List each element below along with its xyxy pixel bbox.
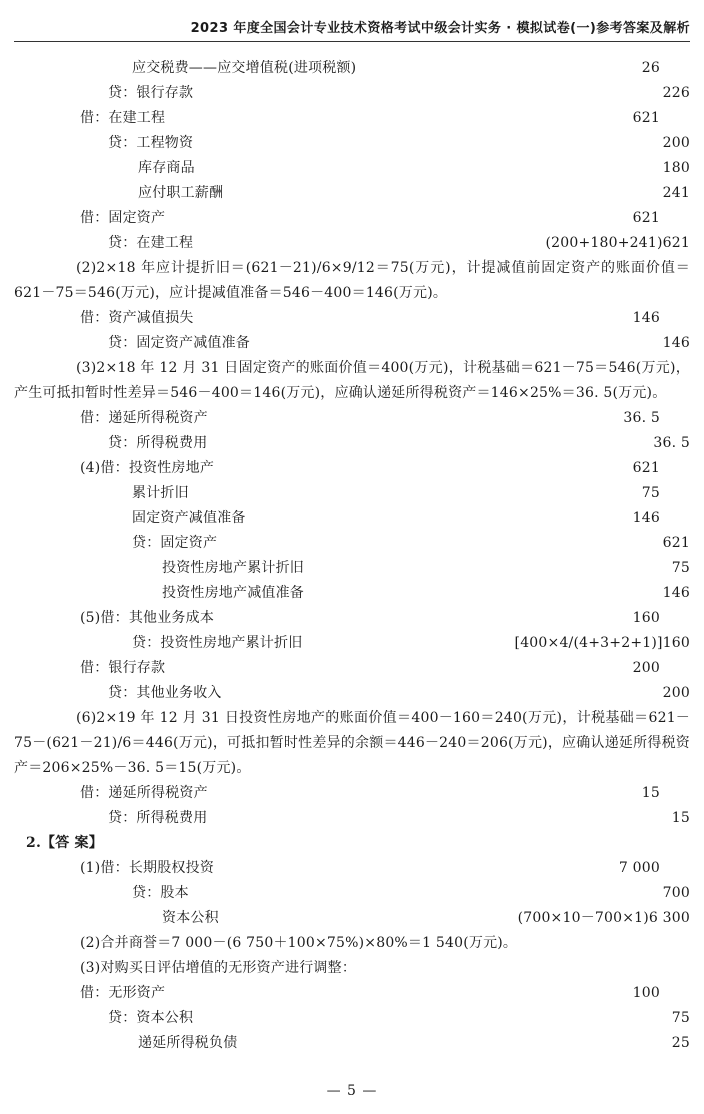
journal-row: [0, 81, 704, 106]
debit-amount: 7 000: [618, 860, 660, 876]
credit-amount: 146: [662, 585, 690, 601]
credit-amount: 146: [662, 335, 690, 351]
journal-row: [0, 181, 704, 206]
credit-amount: 75: [671, 560, 690, 576]
journal-row: [0, 681, 704, 706]
journal-row: [0, 606, 704, 631]
entry-account: 借：在建工程: [80, 110, 166, 126]
journal-row: [0, 956, 704, 981]
entry-account: 借：无形资产: [80, 985, 166, 1001]
credit-amount: 241: [662, 185, 690, 201]
journal-row: [0, 1031, 704, 1056]
entry-account: 借：固定资产: [80, 210, 166, 226]
journal-row: [0, 156, 704, 181]
entry-account: 借：银行存款: [80, 660, 166, 676]
debit-amount: 146: [632, 510, 660, 526]
entry-account: 贷：所得税费用: [108, 810, 208, 826]
journal-row: [0, 856, 704, 881]
journal-row: [0, 806, 704, 831]
journal-row: [0, 931, 704, 956]
debit-amount: 15: [641, 785, 660, 801]
debit-amount: 75: [641, 485, 660, 501]
journal-row: [0, 656, 704, 681]
debit-amount: 100: [632, 985, 660, 1001]
entry-account: 贷：所得税费用: [108, 435, 208, 451]
entry-account: 贷：银行存款: [108, 85, 194, 101]
journal-row: [0, 56, 704, 81]
journal-row: [0, 906, 704, 931]
credit-amount: 226: [662, 85, 690, 101]
debit-amount: 146: [632, 310, 660, 326]
explanation-paragraph: (3)2×18 年 12 月 31 日固定资产的账面价值＝400(万元)，计税基础＝621－75＝546(万元)，产生可抵扣暂时性差异＝546－400＝146(万元)，应确认递延所得税资产＝146×25%＝36. 5(万元)。: [14, 360, 690, 401]
credit-amount: 200: [662, 135, 690, 151]
journal-row: [0, 831, 704, 856]
journal-row: [0, 1006, 704, 1031]
entry-account: 应交税费——应交增值税(进项税额): [132, 60, 357, 76]
journal-row: [0, 456, 704, 481]
entry-account: 投资性房地产累计折旧: [162, 560, 304, 576]
entry-account: 应付职工薪酬: [138, 185, 224, 201]
journal-row: [0, 306, 704, 331]
question-answer-heading: 2.【答 案】: [26, 835, 103, 851]
entry-account: 资本公积: [162, 910, 219, 926]
journal-row: [0, 981, 704, 1006]
journal-row: [0, 581, 704, 606]
credit-amount: 200: [662, 685, 690, 701]
entry-account: 固定资产减值准备: [132, 510, 246, 526]
entry-account: 贷：股本: [132, 885, 189, 901]
journal-row: [0, 781, 704, 806]
entry-account: 贷：资本公积: [108, 1010, 194, 1026]
entry-account: 贷：工程物资: [108, 135, 194, 151]
journal-row: [0, 131, 704, 156]
entry-account: 贷：其他业务收入: [108, 685, 222, 701]
debit-amount: 621: [632, 110, 660, 126]
debit-amount: 621: [632, 460, 660, 476]
answer-content: [0, 56, 704, 1056]
entry-account: 累计折旧: [132, 485, 189, 501]
entry-account: 贷：投资性房地产累计折旧: [132, 635, 303, 651]
entry-account: 贷：固定资产: [132, 535, 218, 551]
journal-row: [0, 531, 704, 556]
entry-account: (2)合并商誉＝7 000－(6 750＋100×75%)×80%＝1 540(万元)。: [80, 935, 518, 951]
journal-row: [0, 631, 704, 656]
debit-amount: 160: [632, 610, 660, 626]
header-divider: [14, 41, 690, 42]
credit-amount: 180: [662, 160, 690, 176]
debit-amount: 621: [632, 210, 660, 226]
page-header: 2023 年度全国会计专业技术资格考试中级会计实务 · 模拟试卷(一)参考答案及解析: [190, 21, 690, 36]
entry-account: 递延所得税负债: [138, 1035, 238, 1051]
entry-account: (1)借：长期股权投资: [80, 860, 215, 876]
journal-row: [0, 881, 704, 906]
credit-amount: 15: [671, 810, 690, 826]
entry-account: (4)借：投资性房地产: [80, 460, 215, 476]
credit-amount: [400×4/(4+3+2+1)]160: [514, 635, 690, 651]
entry-account: 贷：固定资产减值准备: [108, 335, 250, 351]
journal-row: [0, 556, 704, 581]
credit-amount: (200+180+241)621: [545, 235, 690, 251]
credit-amount: 700: [662, 885, 690, 901]
entry-account: 借：递延所得税资产: [80, 410, 208, 426]
page-number: — 5 —: [326, 1083, 378, 1099]
journal-row: [0, 331, 704, 356]
entry-account: (3)对购买日评估增值的无形资产进行调整：: [80, 960, 357, 976]
credit-amount: 621: [662, 535, 690, 551]
entry-account: 贷：在建工程: [108, 235, 194, 251]
credit-amount: 75: [671, 1010, 690, 1026]
credit-amount: (700×10－700×1)6 300: [517, 910, 690, 926]
debit-amount: 26: [641, 60, 660, 76]
debit-amount: 36. 5: [623, 410, 660, 426]
journal-row: [0, 106, 704, 131]
explanation-paragraph: (6)2×19 年 12 月 31 日投资性房地产的账面价值＝400－160＝240(万元)，计税基础＝621－75－(621－21)/6＝446(万元)，可抵扣暂时性差异的余额＝446－240＝206(万元)，应确认递延所得税资产＝206×25%－36. 5＝15(万元)。: [14, 710, 690, 776]
journal-row: [0, 231, 704, 256]
journal-row: [0, 406, 704, 431]
debit-amount: 200: [632, 660, 660, 676]
journal-row: [0, 481, 704, 506]
entry-account: 借：递延所得税资产: [80, 785, 208, 801]
journal-row: [0, 431, 704, 456]
journal-row: [0, 506, 704, 531]
entry-account: 投资性房地产减值准备: [162, 585, 304, 601]
credit-amount: 25: [671, 1035, 690, 1051]
journal-row: [0, 206, 704, 231]
entry-account: 借：资产减值损失: [80, 310, 194, 326]
explanation-paragraph: (2)2×18 年应计提折旧＝(621－21)/6×9/12＝75(万元)，计提减值前固定资产的账面价值＝621－75＝546(万元)，应计提减值准备＝546－400＝146(万元)。: [14, 260, 690, 301]
entry-account: 库存商品: [138, 160, 195, 176]
credit-amount: 36. 5: [653, 435, 690, 451]
entry-account: (5)借：其他业务成本: [80, 610, 215, 626]
